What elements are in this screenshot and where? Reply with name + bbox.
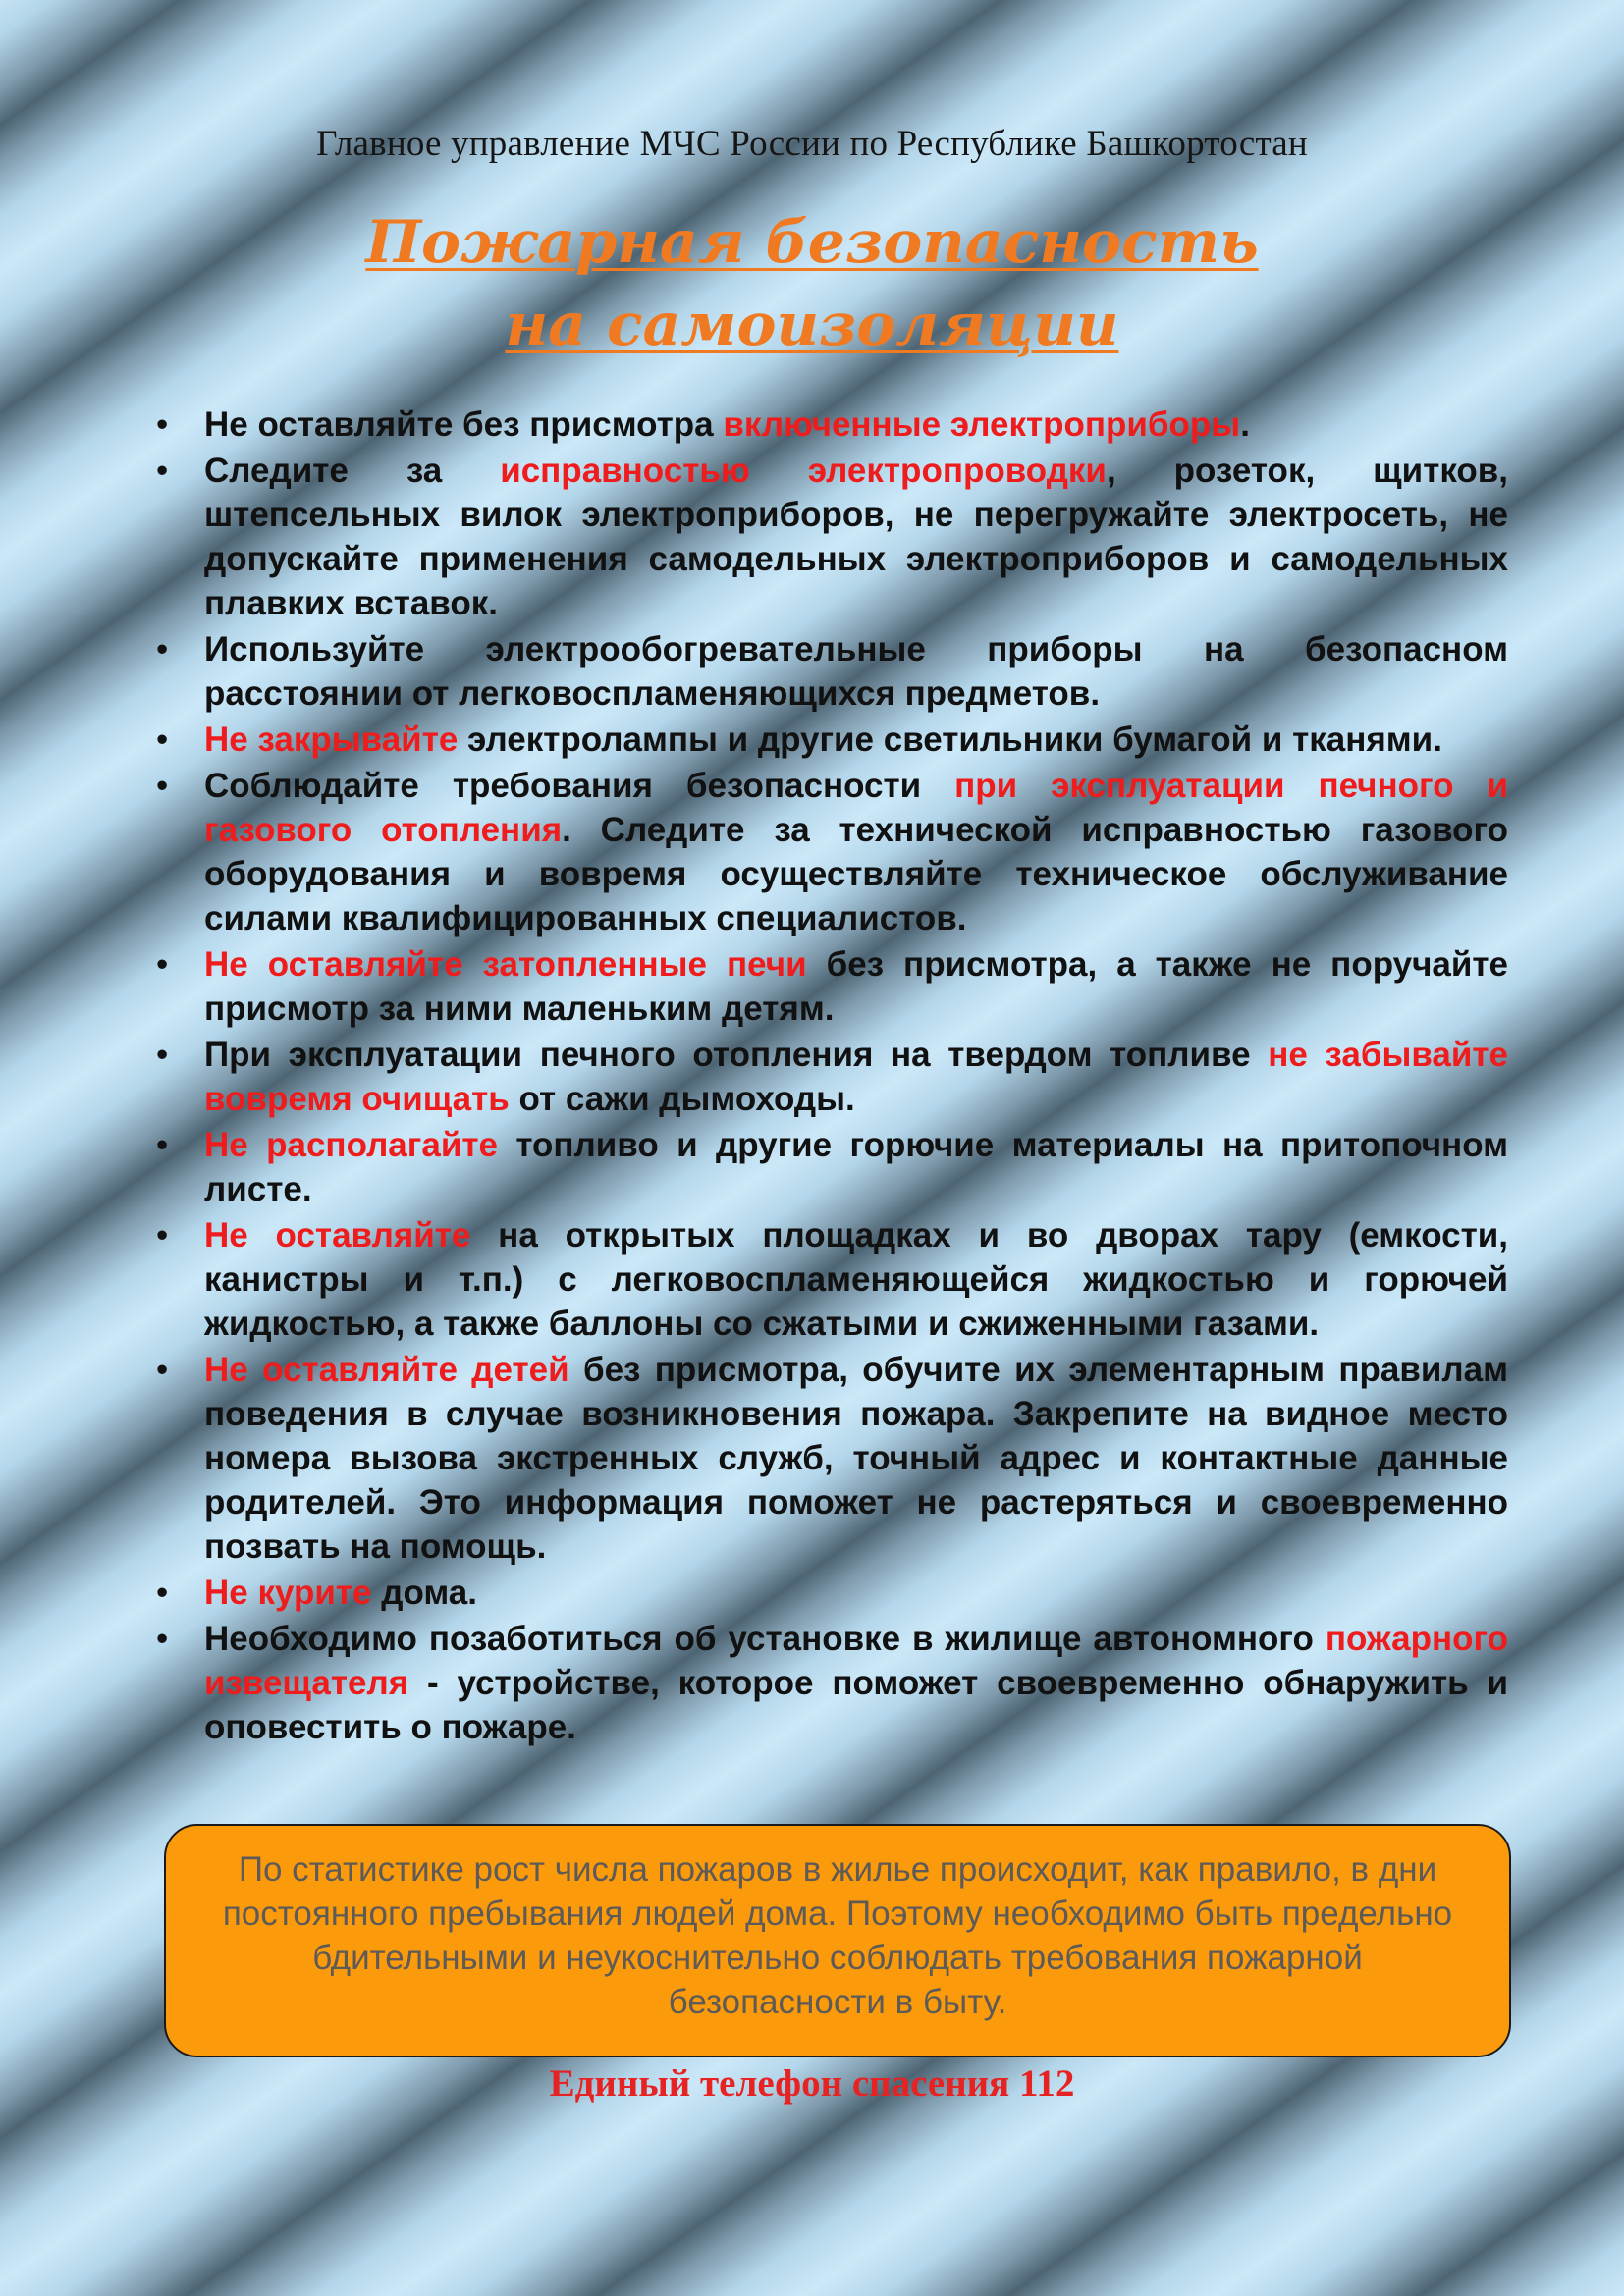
item-text: При эксплуатации печного отопления на твердом топливе: [204, 1036, 1269, 1074]
item-text: Следите за: [204, 452, 501, 490]
list-item: [204, 1571, 1508, 1615]
item-highlight: Не оставляйте детей: [204, 1351, 569, 1389]
item-text: от сажи дымоходы.: [509, 1080, 855, 1118]
list-item: [204, 1123, 1508, 1211]
list-item: [204, 1348, 1508, 1569]
item-highlight: Не оставляйте затопленные печи: [204, 945, 807, 984]
emergency-phone: Единый телефон спасения 112: [549, 2062, 1075, 2105]
item-text: на открытых площадках и во дворах тару (емкости, канистры и т.п.) с легковоспламеняющейся жидкостью и горючей жидкостью, а также баллоны со сжатыми и сжиженными газами.: [204, 1216, 1508, 1343]
item-text: Используйте электрообогревательные приборы на безопасном расстоянии от легковоспламеняющихся предметов.: [204, 630, 1508, 713]
item-highlight: Не курите: [204, 1574, 372, 1612]
item-text: , розеток, щитков, штепсельных вилок электроприборов, не перегружайте электросеть, не допускайте применения самодельных электроприборов и самодельных плавких вставок.: [204, 452, 1509, 622]
list-item: [204, 942, 1508, 1031]
item-text: электролампы и другие светильники бумагой и тканями.: [458, 721, 1442, 759]
title-line-2: на самоизоляции: [505, 291, 1119, 359]
item-text: без присмотра, обучите их элементарным правилам поведения в случае возникновения пожара. Закрепите на видное место номера вызова экстренных служб, точный адрес и контактные данные родителей. Это информация поможет не растеряться и своевременно позвать на помощь.: [204, 1351, 1508, 1566]
list-item: [204, 449, 1508, 625]
statistics-notice-box: [164, 1824, 1511, 2057]
notice-text: По статистике рост числа пожаров в жилье происходит, как правило, в дни постоянного пребывания людей дома. Поэтому необходимо быть предельно бдительными и неукоснительно соблюдать требования пожарной безопасности в быту.: [222, 1850, 1453, 2021]
item-text: дома.: [371, 1574, 477, 1612]
list-item: [204, 1033, 1508, 1121]
item-text: Необходимо позаботиться об установке в жилище автономного: [204, 1620, 1326, 1658]
item-text: .: [1240, 405, 1250, 444]
item-text: . Следите за технической исправностью газового оборудования и вовремя осуществляйте техническое обслуживание силами квалифицированных специалистов.: [204, 811, 1508, 937]
safety-rules-list: [204, 402, 1508, 1751]
item-highlight: при эксплуатации печного и газового отопления: [204, 767, 1508, 849]
list-item: [204, 627, 1508, 716]
item-text: топливо и другие горючие материалы на притопочном листе.: [204, 1126, 1508, 1208]
item-highlight: Не располагайте: [204, 1126, 498, 1164]
item-highlight: Не закрывайте: [204, 721, 459, 759]
item-highlight: исправностью электропроводки: [500, 452, 1107, 490]
item-highlight: пожарного извещателя: [204, 1620, 1508, 1702]
list-item: [204, 402, 1508, 447]
item-highlight: включенные электроприборы: [723, 405, 1241, 444]
item-text: Соблюдайте требования безопасности: [204, 767, 955, 805]
item-highlight: не забывайте вовремя очищать: [204, 1036, 1508, 1118]
title-line-1: Пожарная безопасность: [365, 208, 1259, 277]
list-item: [204, 1617, 1508, 1749]
item-highlight: Не оставляйте: [204, 1216, 471, 1255]
item-text: без присмотра, а также не поручайте присмотр за ними маленьким детям.: [204, 945, 1508, 1028]
list-item: [204, 718, 1508, 762]
list-item: [204, 764, 1508, 940]
page-title: [0, 201, 1624, 366]
item-text: - устройстве, которое поможет своевременно обнаружить и оповестить о пожаре.: [204, 1664, 1508, 1746]
list-item: [204, 1213, 1508, 1346]
item-text: Не оставляйте без присмотра: [204, 405, 724, 444]
organization-name: Главное управление МЧС России по Республике Башкортостан: [316, 124, 1308, 164]
